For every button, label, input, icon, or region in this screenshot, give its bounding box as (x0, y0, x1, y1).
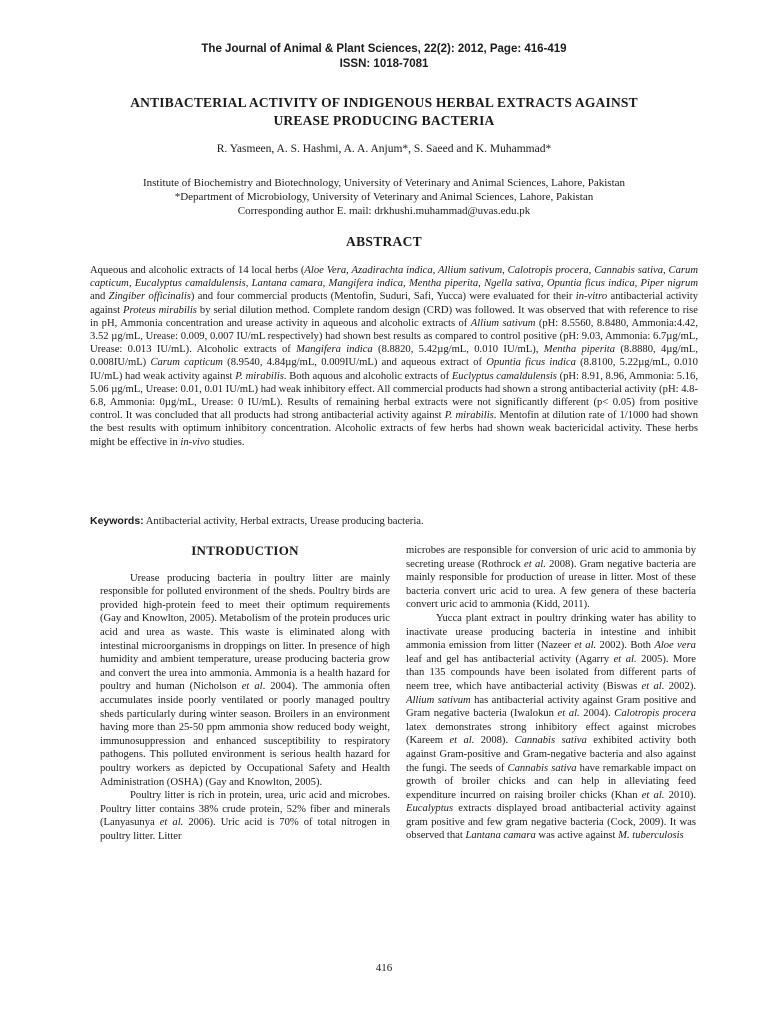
abstract-text: antibacterial activity against (90, 291, 698, 316)
citation-etal: et al. (574, 640, 597, 652)
citation-etal: et al. (159, 817, 184, 829)
right-column (406, 544, 696, 843)
species-name: M. tuberculosis (618, 830, 684, 842)
citation-etal: et al (241, 681, 263, 693)
abstract-species: Mentha piperita (543, 344, 616, 356)
journal-citation: The Journal of Animal & Plant Sciences, 22(2): 2012, Page: 416-419 (201, 43, 567, 55)
abstract-species: P. mirabilis (235, 370, 284, 382)
species-name: Aloe vera (654, 640, 696, 652)
paragraph-text: Urease producing bacteria in poultry litter are mainly responsible for polluted environment of the sheds. Poultry birds are provided high-protein feed to meet their optimum requirements (Gay and Knowlton, 2005). Metabolism of the protein produces uric acid and urea as waste. This waste is eliminated along with intestinal microorganisms in droppings on litter. In presence of high humidity and ambient temperature, urease producing bacteria grow and convert the urea into ammonia. Ammonia is a health hazard for poultry and human (Nicholson (100, 572, 390, 693)
paragraph-text: 2008). (474, 735, 515, 747)
paragraph-text: . 2004). The ammonia often accumulates inside poorly ventilated or poorly managed poultry sheds particularly during winter season. Broilers in an environment having more than 25-50 ppm ammonia show reduced body weight, immunosuppression and enhanced susceptibility to respiratory pathogens. This polluted environment is serious health hazard for poultry workers as depicted by Occupational Safety and Health Administration (OSHA) (Gay and Knowlton, 2005). (100, 681, 391, 788)
affiliation-1: Institute of Biochemistry and Biotechnology, University of Veterinary and Animal Sciences, Lahore, Pakistan (142, 177, 626, 189)
keywords-label: Keywords: (90, 515, 144, 527)
abstract-text: Aqueous and alcoholic extracts of 14 local herbs ( (90, 265, 305, 276)
paragraph-text: leaf and gel has antibacterial activity (Agarry (406, 653, 614, 665)
abstract-text: studies. (209, 436, 245, 448)
paragraph-text: 2005). More than 135 compounds have been isolated from different parts of neem tree, which have antibacterial activity (Biswas (406, 653, 696, 692)
paragraph-text: 2008). Gram negative bacteria are mainly responsible for production of urease in litter. Most of these bacteria convert uric acid to urea. A few genera of these bacteria convert uric acid to ammonia (Kidd, 2011). (406, 558, 697, 611)
paragraph-text: has antibacterial activity against Gram positive and Gram negative bacteria (Iwalokun (406, 694, 696, 720)
intro-paragraph-2 (100, 789, 390, 843)
left-column (100, 540, 390, 843)
abstract-text: (8.8820, 5.42µg/mL, 0.010 IU/mL), (372, 344, 544, 356)
abstract-text: (pH: 8.91, 8.96, Ammonia: 5.16, 5.06 µg/mL, Urease: 0.01, 0.01 IU/mL) had weak inhibitory effect. All commercial products had shown a strong antibacterial activity (pH: 4.8-6.8, Ammonia: 0µg/mL, Urease: 0 IU/mL). Results of remaining herbal extracts were not significantly different (p< 0.05) from positive control. It was concluded that all products had strong antibacterial activity against (90, 370, 698, 422)
species-name: Cannabis sativa (507, 762, 577, 774)
citation-etal: et al. (524, 558, 546, 570)
paragraph-text: latex demonstrates strong inhibitory effect against microbes (Kareem (406, 721, 696, 747)
citation-etal: et al. (641, 789, 665, 801)
abstract-species: Euclyptus camaldulensis (451, 370, 557, 382)
species-name: Calotropis procera (614, 708, 696, 720)
abstract-text: (pH: 8.5560, 8.8480, Ammonia:4.42, 3.52 µg/mL, Urease: 0.009, 0.007 IU/mL respectively) had shown best results as compared to control positive (pH: 9.03, Ammonia: 6.7µg/mL, Urease: 0.013 IU/mL). Alcoholic extracts of (90, 317, 699, 356)
paragraph-text: Yucca plant extract in poultry drinking water has ability to inactivate urease producing bacteria in intestine and inhibit ammonia emission from litter (Nazeer (406, 612, 696, 652)
abstract-term: in-vitro (575, 291, 608, 303)
citation-etal: et al. (613, 653, 637, 665)
intro-paragraph-3 (406, 544, 696, 612)
abstract-body (90, 264, 698, 449)
abstract-text: ) and four commercial products (Mentofin, Suduri, Safi, Yucca) were evaluated for their (190, 291, 576, 303)
abstract-species-list: Aloe Vera, Azadirachta indica, Allium sativum, Calotropis procera, Cannabis sativa, Carum capticum, Eucalyptus camaldulensis, Lantana camara, Mangifera indica, Mentha piperita, Ngella sativa, Opuntia ficus indica, Piper nigrum (90, 265, 698, 290)
citation-etal: et al. (557, 708, 580, 720)
journal-header (0, 42, 768, 72)
citation-etal: et al. (449, 735, 475, 747)
paragraph-text: extracts displayed broad antibacterial activity against gram positive and few gram negative bacteria (Cock, 2009). It was observed that (406, 803, 696, 842)
keywords-text: Antibacterial activity, Herbal extracts, Urease producing bacteria. (143, 516, 424, 527)
paragraph-text: have remarkable impact on growth of broiler chicks and can help in alleviating feed expenditure incurred on raising broiler chicks (Khan (406, 762, 697, 801)
abstract-text: . Both aquous and alcoholic extracts of (283, 370, 452, 382)
abstract-text: (8.8100, 5.22µg/mL, 0.010 IU/mL) had weak activity against (90, 357, 698, 382)
abstract-term: in-vivo (180, 436, 210, 448)
abstract-text: and (90, 291, 109, 303)
journal-issn: ISSN: 1018-7081 (339, 58, 429, 70)
species-name: Eucalyptus (406, 803, 454, 815)
paragraph-text: 2002). Both (596, 640, 655, 652)
paragraph-text: 2004). (579, 708, 615, 720)
introduction-heading: INTRODUCTION (191, 543, 299, 558)
paragraph-text: 2006). Uric acid is 70% of total nitrogen in poultry litter. Litter (100, 817, 390, 842)
paragraph-text: was active against (535, 830, 619, 842)
intro-paragraph-1 (100, 572, 390, 790)
species-name: Cannabis sativa (514, 735, 587, 747)
abstract-species: Opuntia ficus indica (486, 357, 576, 369)
abstract-text: . Mentofin at dilution rate of 1/1000 had shown the best results with optimum inhibitory concentration. Alcoholic extracts of few herbs had shown weak bactericidal activity. These herbs might be effective in (90, 410, 698, 448)
paragraph-text: 2002). (664, 680, 696, 692)
abstract-species: Mangifera indica (296, 344, 373, 356)
intro-paragraph-4 (406, 612, 696, 843)
affiliation-2: *Department of Microbiology, University of Veterinary and Animal Sciences, Lahore, Pakistan (174, 191, 594, 203)
paragraph-text: exhibited activity both against Gram-positive and Gram-negative bacteria and also against the fungi. The seeds of (406, 735, 696, 774)
citation-etal: et al. (641, 680, 665, 692)
paragraph-text: Poultry litter is rich in protein, urea, uric acid and microbes. Poultry litter contains 38% crude protein, 52% fiber and minerals (Lanyasunya (100, 790, 390, 829)
paper-title (60, 94, 708, 130)
affiliations (0, 176, 768, 218)
abstract-species: Zingiber officinalis (108, 291, 191, 303)
abstract-species: P. mirabilis (444, 410, 494, 422)
abstract-text: (8.9540, 4.84µg/mL, 0.009IU/mL) and aqueous extract of (222, 357, 487, 369)
paragraph-text: microbes are responsible for conversion of uric acid to ammonia by secreting urease (Rothrock (406, 545, 696, 570)
author-list: R. Yasmeen, A. S. Hashmi, A. A. Anjum*, S. Saeed and K. Muhammad* (216, 143, 552, 155)
abstract-species: Proteus mirabilis (123, 304, 197, 316)
species-name: Allium sativum (406, 694, 471, 706)
abstract-text: by serial dilution method. Complete random design (CRD) was followed. It was observed that with reference to rise in pH, Ammonia concentration and urease activity in aqueous and alcoholic extracts of (90, 304, 698, 329)
abstract-species: Carum capticum (150, 357, 223, 369)
paragraph-text: 2010). (664, 789, 696, 801)
abstract-heading: ABSTRACT (346, 234, 422, 249)
abstract-text: (8.8880, 4µg/mL, 0.008IU/mL) (90, 344, 699, 369)
page-number: 416 (375, 962, 393, 974)
corresponding-author: Corresponding author E. mail: drkhushi.muhammad@uvas.edu.pk (237, 205, 531, 217)
abstract-species: Allium sativum (470, 317, 536, 329)
species-name: Lantana camara (465, 830, 536, 842)
paper-title-line-2: UREASE PRODUCING BACTERIA (273, 113, 495, 128)
keywords (90, 515, 698, 527)
paper-title-line-1: ANTIBACTERIAL ACTIVITY OF INDIGENOUS HERBAL EXTRACTS AGAINST (130, 95, 638, 110)
